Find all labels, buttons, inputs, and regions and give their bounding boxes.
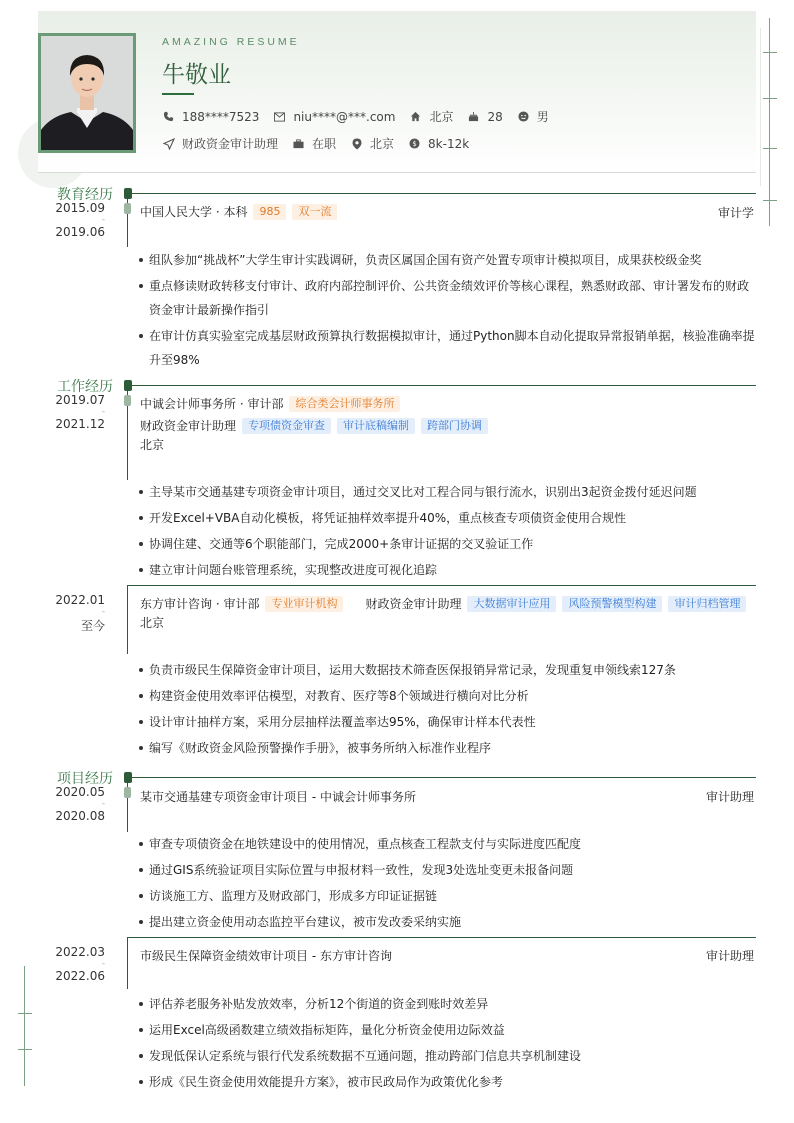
- company-heading: [140, 395, 400, 412]
- work-start-date: 2019.07: [55, 393, 105, 407]
- entry-marker: [124, 203, 131, 214]
- skill-tag: 大数据审计应用: [467, 596, 556, 612]
- work-end-date: 2021.12: [55, 417, 105, 431]
- bullet-item: 访谈施工方、监理方及财政部门，形成多方印证证据链: [138, 884, 756, 908]
- hometown-text: 北京: [429, 110, 454, 124]
- avatar-portrait-icon: [41, 36, 133, 150]
- avatar: [38, 33, 136, 153]
- entry-rule: [127, 585, 756, 586]
- major-text: 审计学: [717, 206, 754, 220]
- deco-tick: [763, 52, 777, 53]
- bullet-item: 协调住建、交通等6个职能部门，完成2000+条审计证据的交叉验证工作: [138, 532, 756, 556]
- deco-tick: [763, 200, 777, 201]
- date-separator: -: [102, 799, 105, 808]
- company-tag: 综合类会计师事务所: [289, 396, 400, 412]
- entry-timeline-bar: [127, 585, 128, 654]
- bullet-item: 组队参加“挑战杯”大学生审计实践调研，负责区属国企国有资产处置专项审计模拟项目，成果获校级金奖: [138, 248, 756, 272]
- section-title-work: 工作经历: [57, 379, 113, 395]
- entry-timeline-bar: [127, 937, 128, 989]
- header-right-border: [760, 28, 761, 186]
- section-title-projects: 项目经历: [57, 771, 113, 787]
- project-name: 市级民生保障资金绩效审计项目 - 东方审计咨询: [140, 949, 392, 963]
- bullet-item: 负责市级民生保障资金审计项目，运用大数据技术筛查医保报销异常记录，发现重复申领线索127条: [138, 658, 756, 682]
- work-start-date: 2022.01: [55, 593, 105, 607]
- section-title-education: 教育经历: [57, 187, 113, 203]
- project-end-date: 2020.08: [55, 809, 105, 823]
- location-icon: [350, 137, 363, 150]
- project-start-date: 2020.05: [55, 785, 105, 799]
- bullet-item: 发现低保认定系统与银行代发系统数据不互通问题，推动跨部门信息共享机制建设: [138, 1044, 756, 1068]
- resume-eyebrow: AMAZING RESUME: [162, 36, 300, 48]
- work-bullets: [138, 480, 756, 584]
- entry-marker: [124, 787, 131, 798]
- email-text: niu****@***.com: [293, 109, 396, 124]
- send-icon: [162, 137, 175, 150]
- bullet-item: 提出建立资金使用动态监控平台建议，被市发改委采纳实施: [138, 910, 756, 934]
- gender-text: 男: [536, 110, 549, 124]
- skill-tag: 专项债资金审查: [242, 418, 331, 434]
- role-heading: [140, 417, 488, 434]
- date-separator: -: [102, 215, 105, 224]
- briefcase-icon: [292, 137, 305, 150]
- project-start-date: 2022.03: [55, 945, 105, 959]
- project-role: 审计助理: [705, 949, 754, 963]
- school-degree: 中国人民大学 · 本科: [140, 205, 248, 219]
- work-city: 北京: [140, 438, 165, 452]
- section-rule: [132, 385, 756, 386]
- company-name: 中诚会计师事务所 · 审计部: [140, 397, 284, 411]
- project-end-date: 2022.06: [55, 969, 105, 983]
- school-tag: 双一流: [292, 204, 337, 220]
- work-city: 北京: [140, 616, 165, 630]
- face-icon: [517, 110, 530, 123]
- target-city-text: 北京: [370, 137, 395, 151]
- svg-text:$: $: [412, 139, 417, 148]
- skill-tag: 风险预警模型构建: [562, 596, 662, 612]
- header-divider: [38, 172, 756, 173]
- company-tag: 专业审计机构: [265, 596, 343, 612]
- phone-icon: [162, 110, 175, 123]
- job-intent-row: [162, 135, 483, 152]
- bullet-item: 设计审计抽样方案，采用分层抽样法覆盖率达95%，确保审计样本代表性: [138, 710, 756, 734]
- company-heading: [140, 595, 746, 612]
- edu-bullets: [138, 248, 756, 374]
- home-icon: [409, 110, 422, 123]
- role-name: 财政资金审计助理: [365, 597, 462, 611]
- skill-tag: 跨部门协调: [421, 418, 488, 434]
- role-name: 财政资金审计助理: [140, 419, 237, 433]
- deco-tick: [18, 1049, 32, 1050]
- coin-icon: [408, 137, 421, 150]
- section-marker: [124, 772, 132, 783]
- skill-tag: 审计底稿编制: [337, 418, 415, 434]
- bullet-item: 评估养老服务补贴发放效率，分析12个街道的资金到账时效差异: [138, 992, 756, 1016]
- candidate-name: 牛敬业: [162, 62, 231, 88]
- deco-line-left: [24, 966, 25, 1086]
- bullet-item: 构建资金使用效率评估模型，对教育、医疗等8个领域进行横向对比分析: [138, 684, 756, 708]
- name-underline: [162, 93, 194, 95]
- work-end-date: 至今: [80, 619, 105, 633]
- bullet-item: 编写《财政资金风险预警操作手册》，被事务所纳入标准作业程序: [138, 736, 756, 760]
- section-marker: [124, 380, 132, 391]
- project-name: 某市交通基建专项资金审计项目 - 中诚会计师事务所: [140, 790, 416, 804]
- section-rule: [132, 193, 756, 194]
- school-tag: 985: [253, 204, 286, 220]
- date-separator: -: [102, 407, 105, 416]
- cake-icon: [467, 110, 480, 123]
- project-bullets: [138, 992, 756, 1096]
- deco-tick: [763, 148, 777, 149]
- salary-text: 8k-12k: [428, 136, 470, 151]
- phone-text: 188****7523: [182, 109, 260, 124]
- bullet-item: 形成《民生资金使用效能提升方案》，被市民政局作为政策优化参考: [138, 1070, 756, 1094]
- skill-tag: 审计归档管理: [668, 596, 746, 612]
- project-bullets: [138, 832, 756, 936]
- entry-rule: [127, 937, 756, 938]
- bullet-item: 在审计仿真实验室完成基层财政预算执行数据模拟审计，通过Python脚本自动化提取异常报销单据，核验准确率提升至98%: [138, 324, 756, 372]
- bullet-item: 开发Excel+VBA自动化模板，将凭证抽样效率提升40%，重点核查专项债资金使用合规性: [138, 506, 756, 530]
- section-rule: [132, 777, 756, 778]
- status-text: 在职: [312, 137, 337, 151]
- edu-end-date: 2019.06: [55, 225, 105, 239]
- date-separator: -: [102, 607, 105, 616]
- bullet-item: 重点修读财政转移支付审计、政府内部控制评价、公共资金绩效评价等核心课程，熟悉财政部、审计署发布的财政资金审计最新操作指引: [138, 274, 756, 322]
- deco-tick: [763, 98, 777, 99]
- edu-start-date: 2015.09: [55, 201, 105, 215]
- section-marker: [124, 188, 132, 199]
- bullet-item: 建立审计问题台账管理系统，实现整改进度可视化追踪: [138, 558, 756, 582]
- work-bullets: [138, 658, 756, 762]
- project-role: 审计助理: [705, 790, 754, 804]
- target-position-text: 财政资金审计助理: [182, 137, 279, 151]
- date-separator: -: [102, 959, 105, 968]
- deco-line-right: [769, 18, 770, 226]
- entry-marker: [124, 395, 131, 406]
- bullet-item: 通过GIS系统验证项目实际位置与申报材料一致性，发现3处选址变更未报备问题: [138, 858, 756, 882]
- age-text: 28: [487, 109, 503, 124]
- mail-icon: [273, 110, 286, 123]
- edu-heading: [140, 203, 337, 220]
- bullet-item: 主导某市交通基建专项资金审计项目，通过交叉比对工程合同与银行流水，识别出3起资金拨付延迟问题: [138, 480, 756, 504]
- contact-row: [162, 108, 563, 125]
- deco-tick: [18, 1013, 32, 1014]
- company-name: 东方审计咨询 · 审计部: [140, 597, 260, 611]
- bullet-item: 审查专项债资金在地铁建设中的使用情况，重点核查工程款支付与实际进度匹配度: [138, 832, 756, 856]
- bullet-item: 运用Excel高级函数建立绩效指标矩阵，量化分析资金使用边际效益: [138, 1018, 756, 1042]
